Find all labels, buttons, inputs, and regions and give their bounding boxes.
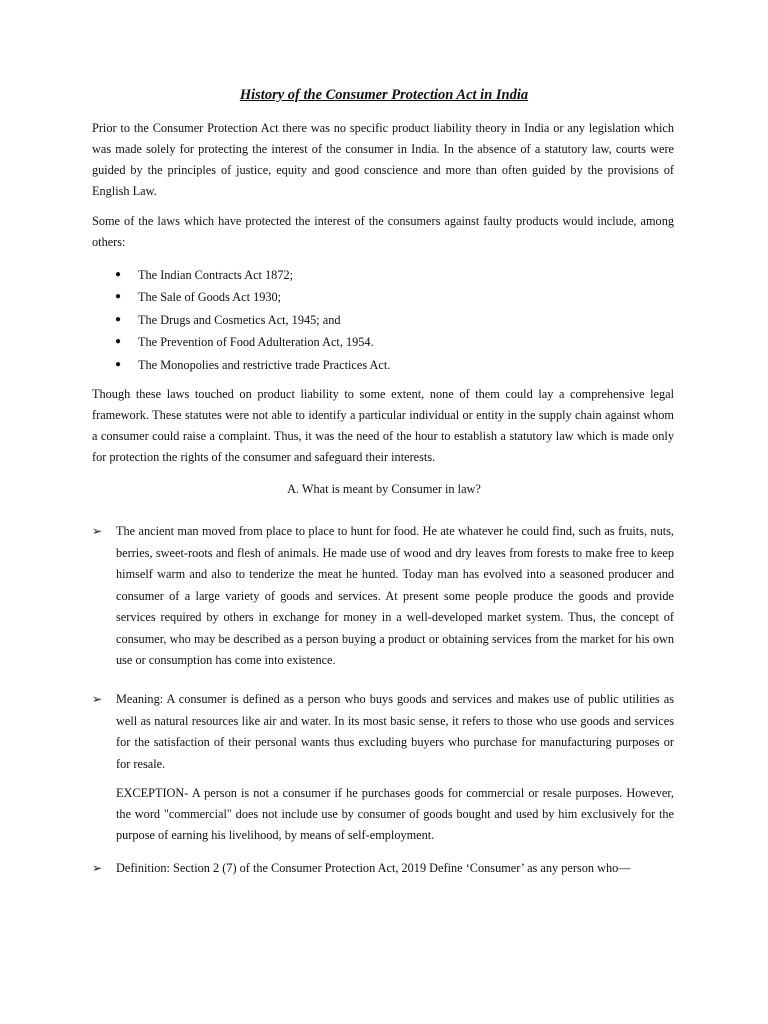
arrow-list-item: [92, 521, 674, 672]
laws-list: [92, 264, 672, 376]
law-name: The Prevention of Food Adulteration Act, 1954.: [138, 335, 374, 350]
law-name: The Monopolies and restrictive trade Practices Act.: [138, 357, 391, 372]
list-item: [92, 331, 672, 353]
bullet-icon: ●: [115, 358, 122, 370]
law-name: The Indian Contracts Act 1872;: [138, 268, 294, 282]
arrow-item-text: The ancient man moved from place to place to hunt for food. He ate whatever he could find, such as fruits, nuts, berries, sweet-roots and flesh of animals. He made use of wood and dry leaves from forests to make free to keep himself warm and also to tenderize the meat he hunted. Today man has evolved into a seasoned producer and consumer of a large variety of goods and services. At present some people produce the goods and provide services required by others in exchange for money in a well-developed market system. Thus, the concept of consumer, who may be described as a person buying a product or obtaining services from the market for his own use or consumption has come into existence.: [116, 524, 674, 667]
arrow-bullet-icon: ➢: [92, 692, 103, 706]
list-item: [92, 309, 672, 331]
intro-paragraph: Prior to the Consumer Protection Act there was no specific product liability theory in India or any legislation which was made solely for protecting the interest of the consumer in India. In the absence of a statutory law, courts were guided by the principles of justice, equity and good conscience and more than often guided by the provisions of English Law.: [92, 121, 674, 198]
exception-paragraph: EXCEPTION- A person is not a consumer if he purchases goods for commercial or resale purposes. However, the word "commercial" does not include use by consumer of goods bought and used by him exclusively for the purpose of earning his livelihood, by means of self-employment.: [116, 786, 674, 842]
bullet-icon: ●: [115, 291, 122, 303]
bullet-icon: ●: [115, 269, 122, 280]
section-heading: A. What is meant by Consumer in law?: [287, 482, 481, 496]
document-title: History of the Consumer Protection Act in India: [239, 87, 529, 103]
arrow-list-item: [92, 858, 674, 880]
bullet-icon: ●: [115, 313, 122, 325]
conclusion-paragraph: Though these laws touched on product liability to some extent, none of them could lay a comprehensive legal framework. These statutes were not able to identify a particular individual or entity in the supply chain against whom a consumer could raise a complaint. Thus, it was the need of the hour to establish a statutory law which is made only for protection the rights of the consumer and safeguard their interests.: [92, 387, 674, 464]
bullet-icon: ●: [115, 336, 122, 348]
arrow-item-text: Meaning: A consumer is defined as a person who buys goods and services and makes use of public utilities as well as natural resources like air and water. In its most basic sense, it refers to those who use goods and services for the satisfaction of their personal wants thus excluding buyers who purchase for manufacturing purposes or for resale.: [116, 692, 674, 771]
list-item: [92, 286, 672, 308]
list-item: [92, 264, 672, 286]
arrow-bullet-icon: ➢: [92, 524, 103, 538]
arrow-list-item: [92, 689, 674, 775]
law-name: The Sale of Goods Act 1930;: [138, 290, 282, 305]
law-name: The Drugs and Cosmetics Act, 1945; and: [138, 312, 341, 327]
arrow-bullet-icon: ➢: [92, 861, 103, 875]
arrow-item-text: Definition: Section 2 (7) of the Consumer Protection Act, 2019 Define ‘Consumer’ as any person who—: [116, 861, 631, 875]
list-item: [92, 354, 672, 376]
laws-intro-paragraph: Some of the laws which have protected the interest of the consumers against faulty products would include, among others:: [92, 214, 674, 249]
